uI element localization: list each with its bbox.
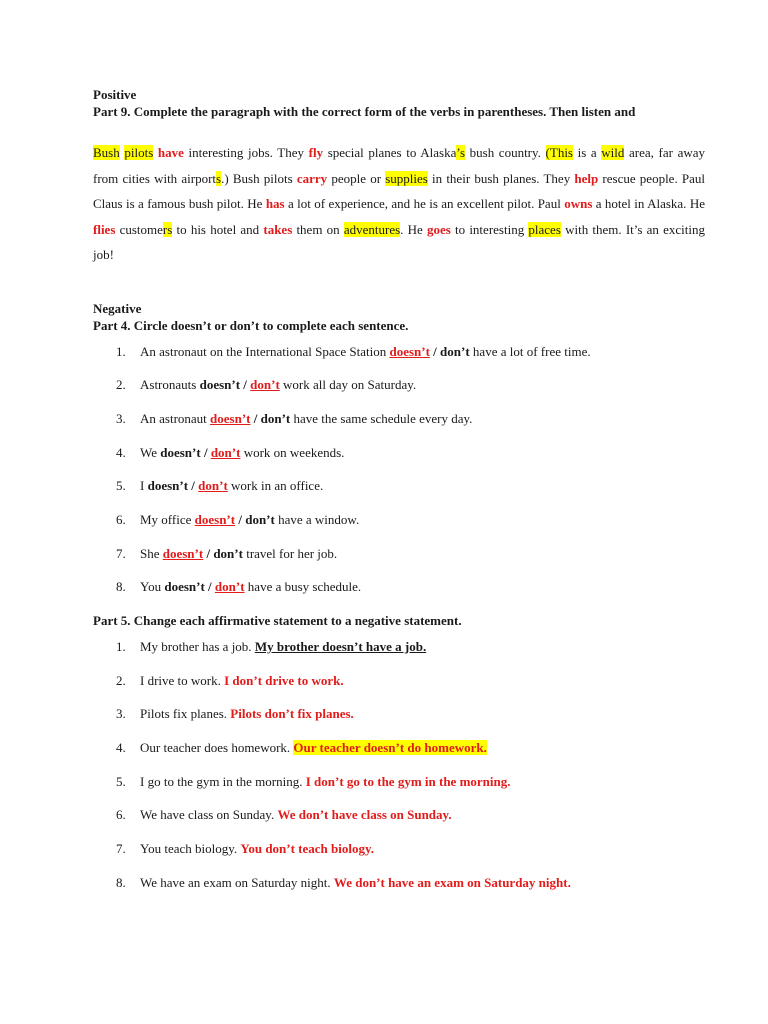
statement-text: Our teacher does homework.	[140, 740, 294, 756]
choice-separator: /	[203, 545, 214, 561]
statement-text: You teach biology.	[140, 841, 241, 857]
choice-dont[interactable]: don’t	[198, 478, 228, 494]
part5-title: Part 5. Change each affirmative statement to a negative statement.	[93, 613, 462, 628]
para-token: adventures	[343, 221, 401, 237]
item-number: 4.	[116, 740, 126, 756]
choice-doesnt[interactable]: doesn’t	[160, 444, 201, 460]
choice-doesnt[interactable]: doesn’t	[147, 478, 189, 494]
item-number: 1.	[116, 343, 126, 359]
choice-dont[interactable]: don’t	[260, 410, 291, 426]
choice-dont[interactable]: don’t	[213, 545, 243, 561]
choice-doesnt[interactable]: doesn’t	[194, 511, 236, 527]
part5-item	[93, 840, 705, 874]
item-text: work in an office.	[227, 478, 324, 494]
para-token: s	[216, 170, 222, 186]
statement-text: Pilots fix planes.	[140, 706, 231, 722]
para-token: rs	[162, 221, 173, 237]
part5-item	[93, 773, 705, 807]
item-text: have the same schedule every day.	[290, 410, 473, 426]
para-token: supplies	[385, 170, 428, 186]
choice-doesnt[interactable]: doesn’t	[389, 343, 430, 359]
statement-text: I go to the gym in the morning.	[140, 773, 306, 789]
part5-item	[93, 705, 705, 739]
para-token: special planes to Alaska	[323, 145, 457, 160]
part4-item	[93, 410, 705, 444]
para-token: in their bush planes. They	[427, 170, 575, 186]
choice-separator: /	[235, 511, 246, 527]
statement-text: We have an exam on Saturday night.	[140, 874, 334, 890]
part5-section	[93, 612, 705, 908]
para-answer-verb: help	[574, 170, 599, 186]
para-answer-verb: have	[157, 145, 184, 160]
part4-item	[93, 477, 705, 511]
item-number: 4.	[116, 444, 126, 460]
item-text: An astronaut	[140, 410, 211, 426]
item-number: 8.	[116, 579, 126, 595]
item-number: 7.	[116, 841, 126, 857]
choice-dont[interactable]: don’t	[250, 377, 280, 393]
negative-answer: Pilots don’t fix planes.	[230, 706, 354, 722]
para-token: places	[528, 221, 561, 237]
para-answer-verb: flies	[93, 221, 116, 237]
item-text: We	[140, 444, 161, 460]
para-token: wild	[601, 145, 625, 160]
worksheet-page	[93, 86, 705, 908]
para-token: . He	[400, 221, 427, 237]
item-text: My office	[140, 511, 195, 527]
negative-answer: You don’t teach biology.	[240, 841, 375, 857]
positive-heading: Positive	[93, 87, 137, 102]
choice-separator: /	[250, 410, 261, 426]
choice-doesnt[interactable]: doesn’t	[162, 545, 204, 561]
item-text: have a window.	[274, 511, 360, 527]
part4-list	[93, 343, 705, 613]
para-answer-verb: fly	[308, 145, 324, 160]
item-number: 7.	[116, 545, 126, 561]
item-text: travel for her job.	[242, 545, 338, 561]
item-number: 5.	[116, 478, 126, 494]
part4-item	[93, 578, 705, 612]
item-text: work on weekends.	[240, 444, 345, 460]
para-token: (This	[545, 145, 573, 160]
item-text: I	[140, 478, 148, 494]
item-number: 1.	[116, 639, 126, 654]
part9-title: Part 9. Complete the paragraph with the correct form of the verbs in parentheses. Then listen and	[93, 104, 636, 119]
part4-title: Part 4. Circle doesn’t or don’t to complete each sentence.	[93, 317, 409, 333]
choice-separator: /	[204, 579, 215, 595]
part4-item	[93, 511, 705, 545]
statement-text: My brother has a job.	[140, 639, 255, 654]
choice-separator: /	[200, 444, 211, 460]
negative-answer: I don’t drive to work.	[224, 672, 344, 688]
item-number: 3.	[116, 706, 126, 722]
item-text: An astronaut on the International Space Station	[140, 343, 390, 359]
para-token: custome	[115, 221, 163, 237]
para-token: a lot of experience, and he is an excellent pilot. Paul	[284, 196, 565, 211]
negative-section	[93, 300, 705, 613]
para-token: to interesting	[450, 221, 529, 237]
para-token: .) Bush pilots	[221, 170, 297, 186]
negative-answer: My brother doesn’t have a job.	[254, 639, 427, 654]
choice-doesnt[interactable]: doesn’t	[199, 377, 241, 393]
para-token: a hotel in Alaska. He	[592, 196, 705, 211]
statement-text: We have class on Sunday.	[140, 807, 278, 823]
item-text: You	[140, 579, 165, 595]
para-token: with them. It’s an exciting job!	[93, 221, 705, 262]
part4-item	[93, 376, 705, 410]
item-text: She	[140, 545, 163, 561]
item-number: 8.	[116, 874, 126, 890]
part5-list	[93, 638, 705, 908]
para-token: area, far away from cities with airport	[93, 145, 706, 186]
para-answer-verb: has	[265, 196, 285, 211]
negative-answer: Our teacher doesn’t do homework.	[293, 740, 487, 756]
item-text: Astronauts	[140, 377, 200, 393]
part4-item	[93, 444, 705, 478]
para-token: pilots	[124, 145, 154, 160]
choice-dont[interactable]: don’t	[210, 444, 241, 460]
item-text: work all day on Saturday.	[279, 377, 417, 393]
item-number: 3.	[116, 410, 126, 426]
choice-dont[interactable]: don’t	[214, 579, 245, 595]
negative-answer: We don’t have class on Sunday.	[277, 807, 452, 823]
para-token: people or	[327, 170, 386, 186]
part5-item	[93, 638, 705, 672]
part5-item	[93, 739, 705, 773]
part5-item	[93, 874, 705, 908]
part5-item	[93, 806, 705, 840]
item-text: have a busy schedule.	[244, 579, 362, 595]
item-text: have a lot of free time.	[469, 343, 591, 359]
bush-pilots-paragraph	[93, 140, 705, 268]
para-token: to his hotel and	[172, 221, 264, 237]
choice-separator: /	[188, 478, 199, 494]
para-token: ’s	[456, 145, 466, 160]
para-token: rescue people. Paul Claus is a famous bush pilot. He	[93, 170, 706, 211]
negative-answer: I don’t go to the gym in the morning.	[305, 773, 511, 789]
part4-item	[93, 545, 705, 579]
item-number: 6.	[116, 511, 126, 527]
choice-dont[interactable]: don’t	[245, 511, 275, 527]
choice-doesnt[interactable]: doesn’t	[210, 410, 251, 426]
item-number: 6.	[116, 807, 126, 823]
para-token: them on	[292, 221, 344, 237]
para-answer-verb: goes	[426, 221, 451, 237]
item-number: 2.	[116, 377, 126, 393]
choice-separator: /	[240, 377, 251, 393]
para-token: bush country.	[465, 145, 546, 160]
part5-item	[93, 672, 705, 706]
para-answer-verb: carry	[296, 170, 328, 186]
para-token: Bush	[93, 145, 120, 160]
negative-heading: Negative	[93, 300, 142, 316]
para-answer-verb: takes	[263, 221, 293, 237]
statement-text: I drive to work.	[140, 672, 225, 688]
para-token: interesting jobs. They	[183, 145, 309, 160]
choice-dont[interactable]: don’t	[440, 343, 470, 359]
para-token: is a	[573, 145, 602, 160]
part4-item	[93, 343, 705, 377]
negative-answer: We don’t have an exam on Saturday night.	[333, 874, 571, 890]
item-number: 5.	[116, 773, 126, 789]
item-number: 2.	[116, 672, 126, 688]
choice-doesnt[interactable]: doesn’t	[164, 579, 205, 595]
choice-separator: /	[429, 343, 441, 359]
para-answer-verb: owns	[564, 196, 593, 211]
